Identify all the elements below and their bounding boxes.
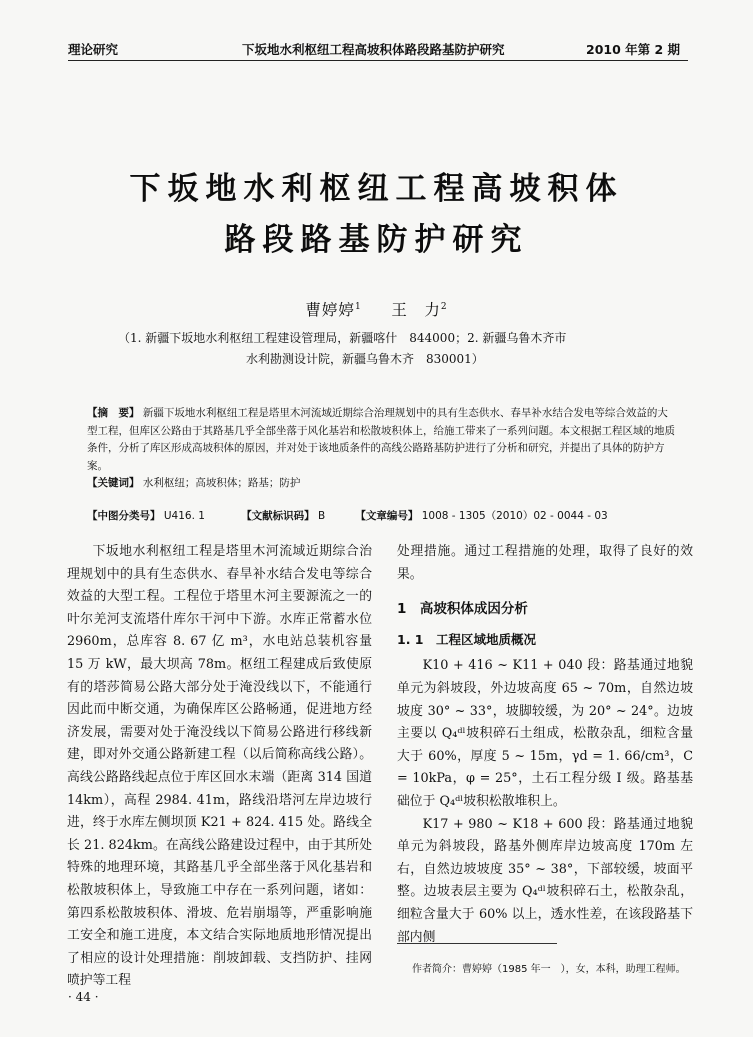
clc-value: U416. 1 bbox=[163, 510, 205, 522]
doc-code-value: B bbox=[318, 510, 326, 522]
keywords: 水利枢纽；高坡积体；路基；防护 bbox=[142, 477, 301, 490]
header-section: 理论研究 bbox=[68, 42, 119, 57]
article-meta bbox=[87, 508, 687, 523]
author-2-affil: 2 bbox=[440, 301, 448, 312]
body-paragraph: K17 + 980 ~ K18 + 600 段：路基通过地貌单元为斜坡段，路基外侧库岸边坡高度 170m 左右，自然边坡坡度 35° ~ 38°，下部较缓，坡面平整。边坡表层主要为 Q₄ᵈˡ坡积碎石土，松散杂乱，细粒含量大于 60% 以上，透水性差，在该段路基下部内侧 bbox=[397, 816, 693, 945]
page-number: · 44 · bbox=[68, 990, 99, 1004]
affiliation-line2: 水利勘测设计院，新疆乌鲁木齐 830001） bbox=[246, 352, 484, 366]
paper-title-line2: 路段路基防护研究 bbox=[224, 222, 529, 258]
author-1-affil: 1 bbox=[354, 301, 362, 312]
footnote-rule bbox=[397, 943, 557, 944]
doc-code-label: 【文献标识码】 bbox=[241, 510, 315, 522]
abstract-text: 新疆下坂地水利枢纽工程是塔里木河流域近期综合治理规划中的具有生态供水、春旱补水结合发电等综合效益的大型工程，但库区公路由于其路基几乎全部坐落于风化基岩和松散坡积体上，给施工带来了一系列问题。本文根据工程区域的地质条件，分析了库区形成高坡积体的原因，并对处于该地质条件的高线公路路基防护进行了分析和研究，并提出了具体的防护方案。 bbox=[87, 407, 675, 472]
subsection-heading: 1. 1 工程区域地质概况 bbox=[397, 631, 536, 647]
affiliation-line1: （1. 新疆下坂地水利枢纽工程建设管理局，新疆喀什 844000；2. 新疆乌鲁木齐市 bbox=[118, 331, 567, 345]
article-no-value: 1008 - 1305（2010）02 - 0044 - 03 bbox=[421, 510, 608, 522]
header-rule bbox=[68, 60, 688, 61]
body-right-column bbox=[397, 541, 693, 949]
author-2: 王 力 bbox=[391, 301, 441, 319]
body-paragraph: K10 + 416 ~ K11 + 040 段：路基通过地貌单元为斜坡段，外边坡高度 65 ~ 70m，自然边坡坡度 30° ~ 33°，坡脚较缓，为 20° ~ 24°。边坡主要以 Q₄ᵈˡ坡积碎石土组成，松散杂乱，细粒含量大于 60%，厚度 5 ~ 15m，γd = 1. 66/cm³，C = 10kPa，φ = 25°，土石工程分级 Ⅰ 级。路基基础位于 Q₄ᵈˡ坡积松散堆积上。 bbox=[397, 658, 693, 809]
paper-title-line1: 下坂地水利枢纽工程高坡积体 bbox=[129, 171, 624, 207]
article-no-label: 【文章编号】 bbox=[355, 510, 419, 522]
section-heading: 1 高坡积体成因分析 bbox=[397, 601, 528, 618]
header-running-title: 下坂地水利枢纽工程高坡积体路段路基防护研究 bbox=[242, 42, 505, 57]
body-paragraph: 处理措施。通过工程措施的处理，取得了良好的效果。 bbox=[397, 544, 693, 582]
abstract-label: 【摘 要】 bbox=[87, 407, 140, 419]
abstract bbox=[87, 405, 677, 493]
header-issue: 2010 年第 2 期 bbox=[586, 42, 681, 57]
author-footnote: 作者简介：曹婷婷（1985 年一 ），女，本科，助理工程师。 bbox=[412, 964, 686, 975]
body-left-column bbox=[67, 541, 372, 993]
author-line bbox=[0, 298, 753, 320]
body-paragraph: 下坂地水利枢纽工程是塔里木河流域近期综合治理规划中的具有生态供水、春旱补水结合发电等综合效益的大型工程。工程位于塔里木河主要源流之一的叶尔羌河支流塔什库尔干河中下游。水库正常蓄水位 2960m，总库容 8. 67 亿 m³，水电站总装机容量 15 万 kW，最大坝高 78m。枢纽工程建成后致使原有的塔莎简易公路大部分处于淹没线以下，不能通行因此而中断交通，为确保库区公路畅通，促进地方经济发展，需要对处于淹没线以下简易公路进行移线新建，即对外交通公路新建工程（以后简称高线公路）。高线公路路线起点位于库区回水末端（距离 314 国道 14km），高程 2984. 41m，路线沿塔河左岸边坡行进，终于水库左侧坝顶 K21 + 824. 415 处。路线全长 21. 824km。在高线公路建设过程中，由于其所处特殊的地理环境，其路基几乎全部坐落于风化基岩和松散坡积体上，导致施工中存在一系列问题，诸如：第四系松散坡积体、滑坡、危岩崩塌等，严重影响施工安全和施工进度，本文结合实际地质地形情况提出了相应的设计处理措施：削坡卸载、支挡防护、挂网喷护等工程 bbox=[67, 544, 372, 989]
author-1: 曹婷婷 bbox=[305, 301, 355, 319]
keywords-label: 【关键词】 bbox=[87, 477, 140, 490]
clc-label: 【中图分类号】 bbox=[87, 510, 161, 522]
